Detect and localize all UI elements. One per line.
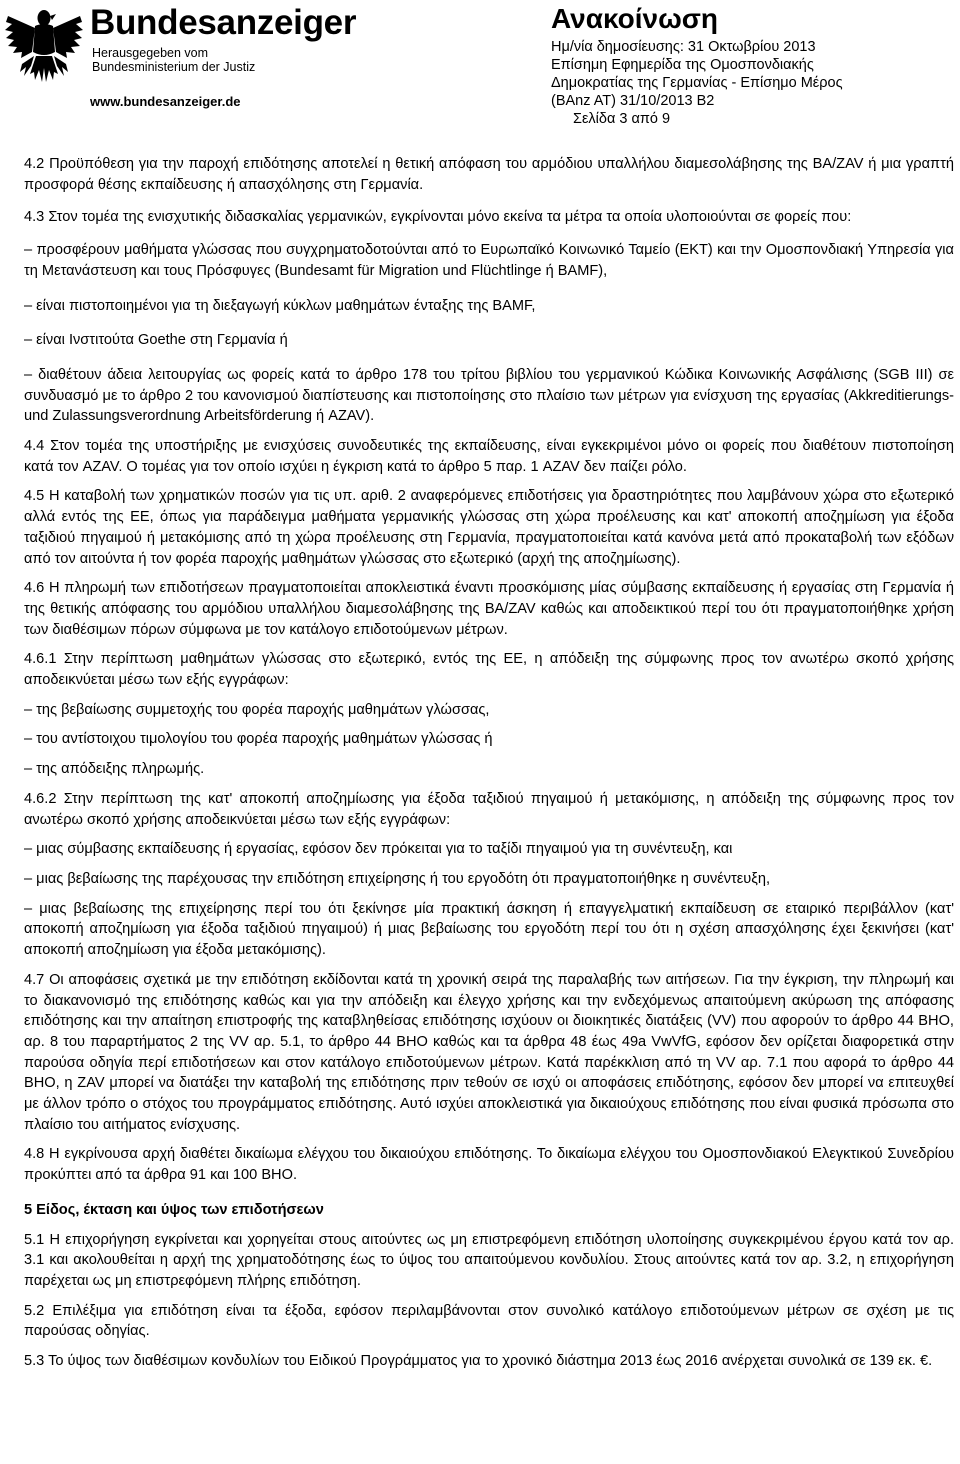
section-5-heading: 5 Είδος, έκταση και ύψος των επιδοτήσεων bbox=[24, 1201, 324, 1218]
paragraph-4-3: 4.3 Στον τομέα της ενισχυτικής διδασκαλίας γερμανικών, εγκρίνονται μόνο εκείνα τα μέτρα τα οποία υλοποιούνται σε φορείς που: bbox=[24, 209, 852, 226]
list-item: – μιας βεβαίωσης της επιχείρησης περί του ότι ξεκίνησε μία πρακτική άσκηση ή επαγγελματική εκπαίδευση σε εταιρικό περιβάλλον (κατ' αποκοπή αποζημίωση για έξοδα ταξιδιού πηγαιμού) ή μιας βεβαίωσης του εργοδότη περί του ότι η σχέση απασχόλησης έχει ξεκινήσει (κατ' αποκοπή αποζημίωση για έξοδα μετακόμισης). bbox=[24, 900, 954, 959]
list-item: – του αντίστοιχου τιμολογίου του φορέα παροχής μαθημάτων γλώσσας ή bbox=[24, 731, 493, 748]
paragraph-4-4: 4.4 Στον τομέα της υποστήριξης με ενισχύσεις συνοδευτικές της εκπαίδευσης, είναι εγκεκριμένοι μόνο οι φορείς που διαθέτουν πιστοποίηση κατά τον AZAV. Ο τομέας για τον οποίο ισχύει η έγκριση κατά το άρθρο 5 παρ. 1 AZAV δεν παίζει ρόλο. bbox=[24, 438, 954, 475]
federal-eagle-logo bbox=[4, 4, 84, 86]
publisher-line-1: Herausgegeben vom bbox=[92, 46, 209, 60]
page-number: Σελίδα 3 από 9 bbox=[573, 111, 671, 127]
announcement-info bbox=[551, 0, 951, 110]
gazette-reference: (BAnz AT) 31/10/2013 B2 bbox=[551, 93, 715, 109]
list-item: – προσφέρουν μαθήματα γλώσσας που συγχρηματοδοτούνται από το Ευρωπαϊκό Κοινωνικό Ταμείο (ΕΚΤ) και την Ομοσπονδιακή Υπηρεσία για τη Μετανάστευση και τους Πρόσφυγες (Bundesamt für Migration und Flüchtlinge ή BAMF), bbox=[24, 242, 954, 279]
list-item: – διαθέτουν άδεια λειτουργίας ως φορείς κατά το άρθρο 178 του τρίτου βιβλίου του γερμανικού Κώδικα Κοινωνικής Ασφάλισης (SGB III) σε συνδυασμό με το άρθρο 2 του κανονισμού διαπίστευσης και πιστοποίησης στο πλαίσιο των μέτρων για ενίσχυση της εργασίας (Akkreditierungs- und Zulassungsverordnung Arbeitsförderung ή AZAV). bbox=[24, 366, 954, 425]
list-item: – της απόδειξης πληρωμής. bbox=[24, 761, 205, 778]
paragraph-4-6: 4.6 Η πληρωμή των επιδοτήσεων πραγματοποιείται αποκλειστικά έναντι προσκόμισης μίας σύμβασης εκπαίδευσης ή εργασίας στη Γερμανία ή της θετικής απόφασης του αρμόδιου υπαλλήλου διαμεσολάβησης της BA/ZAV καθώς και αποδεικτικού περί του ότι πραγματοποιήθηκε χρήση των διαθέσιμων πόρων σύμφωνα με τον κατάλογο επιδοτούμενων μέτρων. bbox=[24, 580, 954, 638]
list-item: – είναι Ινστιτούτα Goethe στη Γερμανία ή bbox=[24, 332, 288, 349]
paragraph-4-8: 4.8 Η εγκρίνουσα αρχή διαθέτει δικαίωμα ελέγχου του δικαιούχου επιδότησης. Το δικαίωμα ελέγχου του Ομοσπονδιακού Ελεγκτικού Συνεδρίου προκύπτει από τα άρθρα 91 και 100 BHO. bbox=[24, 1146, 954, 1184]
website-link[interactable]: www.bundesanzeiger.de bbox=[90, 94, 241, 109]
list-item: – είναι πιστοποιημένοι για τη διεξαγωγή κύκλων μαθημάτων ένταξης της BAMF, bbox=[24, 297, 536, 314]
paragraph-5-1: 5.1 Η επιχορήγηση εγκρίνεται και χορηγείται στους αιτούντες ως μη επιστρεφόμενη επιδότηση υλοποίησης συγκεκριμένου έργου κατά τον αρ. 3.1 και ακολουθείται η αρχή της χρηματοδότησης έως το ύψος του απαιτούμενου κονδυλίου. Στους αιτούντες κατά τον αρ. 3.2, η επιχορήγηση παρέχεται ως μη επιστρεφόμενη πλήρης επιδότηση. bbox=[24, 1231, 954, 1289]
announcement-title: Ανακοίνωση bbox=[551, 3, 719, 34]
paragraph-4-2: 4.2 Προϋπόθεση για την παροχή επιδότησης αποτελεί η θετική απόφαση του αρμόδιου υπαλλήλου διαμεσολάβησης της BA/ZAV ή μια γραπτή προσφορά θέσης εκπαίδευσης ή απασχόλησης στη Γερμανία. bbox=[24, 156, 954, 193]
paragraph-4-6-1: 4.6.1 Στην περίπτωση μαθημάτων γλώσσας στο εξωτερικό, εντός της ΕΕ, η απόδειξη της σύμφωνης προς τον ανωτέρω σκοπό χρήσης αποδεικνύεται μέσω των εξής εγγράφων: bbox=[24, 651, 954, 689]
paragraph-4-5: 4.5 Η καταβολή των χρηματικών ποσών για τις υπ. αριθ. 2 αναφερόμενες επιδοτήσεις για δραστηριότητες που λαμβάνουν χώρα στο εξωτερικό αλλά εντός της ΕΕ, όπως για παράδειγμα μαθήματα γερμανικής γλώσσας στη χώρα προέλευσης και κατ' αποκοπή αποζημίωση για έξοδα ταξιδιού πηγαιμού ή μετακόμισης από τη χώρα προέλευσης στη Γερμανία, πραγματοποιείται κατά κανόνα μετά από προκαταβολή των εξόδων από τον αιτούντα ή τον φορέα παροχής μαθημάτων γλώσσας στο εξωτερικό (αρχή της αποζημίωσης). bbox=[24, 488, 954, 567]
paragraph-4-7: 4.7 Οι αποφάσεις σχετικά με την επιδότηση εκδίδονται κατά τη χρονική σειρά της παραλαβής των αιτήσεων. Για την έγκριση, την πληρωμή και το διακανονισμό της επιδότησης καθώς και για την απόδειξη και έλεγχο χρήσης και την ενδεχόμενως απαιτούμενη ακύρωση της απόφασης επιδότησης και την απαίτηση επιστροφής της καταβληθείσας επιδότησης ισχύουν οι διοικητικές διατάξεις (VV) που αφορούν το άρθρο 44 BHO, αρ. 8 του παραρτήματος 2 της VV αρ. 5.1, το άρθρο 44 BHO καθώς και τα άρθρα 48 έως 49a VwVfG, εφόσον δεν ορίζεται διαφορετικά στην παρούσα οδηγία περί επιδοτήσεων και στον κατάλογο επιδοτούμενων μέτρων. Κατά παρέκκλιση από τη VV αρ. 7.1 που αφορά το άρθρο 44 BHO, η ZAV μπορεί να διατάξει την καταβολή της επιδότησης πριν τεθούν σε ισχύ οι αποφάσεις επιδότησης, εφόσον δεν μπορεί να επιτευχθεί με άλλον τρόπο ο στόχος του προγράμματος επιδότησης. Αυτό ισχύει αποκλειστικά για δικαιούχους επιδότησης που είναι φυσικά πρόσωπα στο πλαίσιο του αιτήματος ενίσχυσης. bbox=[24, 971, 954, 1133]
gazette-name-line-2: Δημοκρατίας της Γερμανίας - Επίσημο Μέρος bbox=[551, 75, 843, 91]
document-body bbox=[24, 154, 954, 1381]
list-item: – μιας σύμβασης εκπαίδευσης ή εργασίας, εφόσον δεν πρόκειται για το ταξίδι πηγαιμού για τη συνέντευξη, και bbox=[24, 841, 733, 858]
publication-date: Ημ/νία δημοσίευσης: 31 Οκτωβρίου 2013 bbox=[551, 39, 816, 55]
paragraph-4-6-2: 4.6.2 Στην περίπτωση της κατ' αποκοπή αποζημίωσης για έξοδα ταξιδιού πηγαιμού ή μετακόμισης, η απόδειξη της σύμφωνης προς τον ανωτέρω σκοπό χρήσης αποδεικνύεται μέσω των εξής εγγράφων: bbox=[24, 790, 954, 828]
publisher-line-2: Bundesministerium der Justiz bbox=[92, 60, 256, 74]
list-item: – μιας βεβαίωσης της παρέχουσας την επιδότηση επιχείρησης ή του εργοδότη ότι πραγματοποιήθηκε η συνέντευξη, bbox=[24, 870, 770, 887]
brand-name: Bundesanzeiger bbox=[90, 3, 357, 42]
paragraph-5-2: 5.2 Επιλέξιμα για επιδότηση είναι τα έξοδα, εφόσον περιλαμβάνονται στον συνολικό κατάλογο επιδοτούμενων μέτρων σε σχέση με τις παρούσας οδηγίας. bbox=[24, 1302, 954, 1340]
paragraph-5-3: 5.3 Το ύψος των διαθέσιμων κονδυλίων του Ειδικού Προγράμματος για το χρονικό διάστημα 2013 έως 2016 ανέρχεται συνολικά σε 139 εκ. €. bbox=[24, 1353, 933, 1370]
list-item: – της βεβαίωσης συμμετοχής του φορέα παροχής μαθημάτων γλώσσας, bbox=[24, 701, 490, 718]
page-header bbox=[0, 0, 960, 135]
gazette-name-line-1: Επίσημη Εφημερίδα της Ομοσπονδιακής bbox=[551, 57, 814, 73]
